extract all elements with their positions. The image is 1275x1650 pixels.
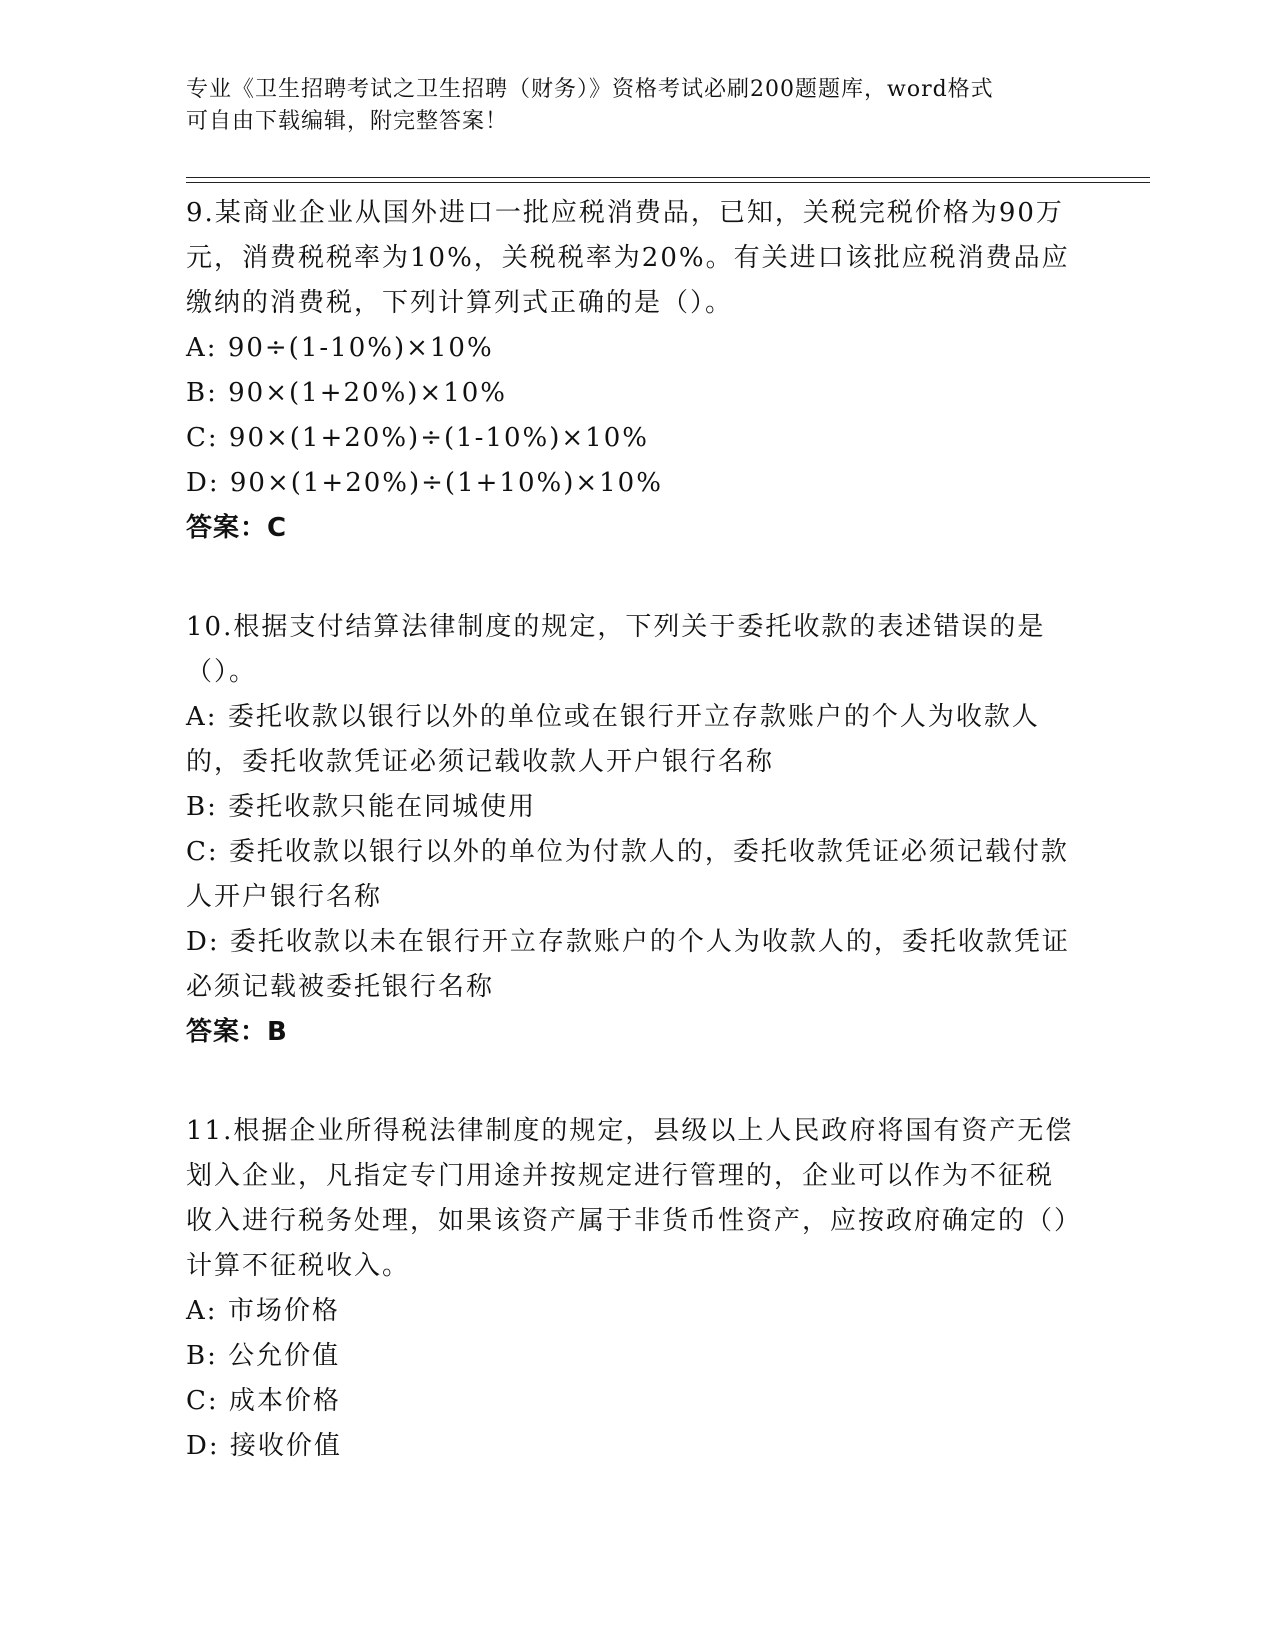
option-text: 90×(1+20%)÷(1+10%)×10% <box>229 468 663 498</box>
question-text: 根据支付结算法律制度的规定，下列关于委托收款的表述错误的是（）。 <box>186 612 1046 687</box>
document-header <box>186 74 1066 138</box>
option-text: 委托收款以银行以外的单位或在银行开立存款账户的个人为收款人的，委托收款凭证必须记载收款人开户银行名称 <box>186 702 1040 777</box>
option-letter: A: <box>186 702 218 732</box>
option-letter: C: <box>186 1386 219 1416</box>
question-stem <box>186 191 1076 326</box>
option-text: 委托收款只能在同城使用 <box>228 792 537 822</box>
option-text: 委托收款以未在银行开立存款账户的个人为收款人的，委托收款凭证必须记载被委托银行名称 <box>186 927 1070 1002</box>
question-text: 根据企业所得税法律制度的规定，县级以上人民政府将国有资产无偿划入企业，凡指定专门用途并按规定进行管理的，企业可以作为不征税收入进行税务处理，如果该资产属于非货币性资产，应按政府确定的（）计算不征税收入。 <box>186 1116 1074 1281</box>
option-c <box>186 830 1076 920</box>
option-b <box>186 1334 1076 1379</box>
option-text: 委托收款以银行以外的单位为付款人的，委托收款凭证必须记载付款人开户银行名称 <box>186 837 1069 912</box>
option-text: 公允价值 <box>228 1341 341 1371</box>
option-letter: A: <box>186 333 218 363</box>
option-text: 90×(1+20%)×10% <box>228 378 507 408</box>
question-number: 11. <box>186 1116 234 1146</box>
option-d <box>186 1424 1076 1469</box>
option-letter: D: <box>186 468 220 498</box>
header-line-1: 专业《卫生招聘考试之卫生招聘（财务）》资格考试必刷200题题库，word格式 <box>186 77 994 102</box>
question-number: 9. <box>186 198 215 228</box>
question-number: 10. <box>186 612 234 642</box>
option-text: 90×(1+20%)÷(1-10%)×10% <box>228 423 649 453</box>
option-a <box>186 326 1076 371</box>
answer-label: 答案：B <box>186 1017 288 1047</box>
option-a <box>186 695 1076 785</box>
option-d <box>186 920 1076 1010</box>
option-b <box>186 371 1076 416</box>
header-rule-bottom <box>186 182 1150 183</box>
question-text: 某商业企业从国外进口一批应税消费品，已知，关税完税价格为90万元，消费税税率为10%，关税税率为20%。有关进口该批应税消费品应缴纳的消费税，下列计算列式正确的是（）。 <box>186 198 1070 318</box>
option-a <box>186 1289 1076 1334</box>
option-text: 成本价格 <box>228 1386 341 1416</box>
question-stem <box>186 605 1076 695</box>
option-text: 市场价格 <box>227 1296 340 1326</box>
option-text: 90÷(1-10%)×10% <box>227 333 494 363</box>
option-letter: B: <box>186 1341 218 1371</box>
option-c <box>186 416 1076 461</box>
question-9 <box>186 191 1076 551</box>
option-letter: B: <box>186 378 218 408</box>
option-letter: D: <box>186 927 220 957</box>
answer-label: 答案：C <box>186 513 288 543</box>
question-11 <box>186 1109 1076 1469</box>
question-10 <box>186 605 1076 1055</box>
question-list <box>186 191 1076 1523</box>
option-letter: D: <box>186 1431 220 1461</box>
option-letter: C: <box>186 423 219 453</box>
option-text: 接收价值 <box>229 1431 342 1461</box>
option-b <box>186 785 1076 830</box>
option-letter: C: <box>186 837 219 867</box>
question-stem <box>186 1109 1076 1289</box>
header-line-2: 可自由下载编辑，附完整答案！ <box>186 109 509 134</box>
option-d <box>186 461 1076 506</box>
header-rule-top <box>186 177 1150 178</box>
option-letter: B: <box>186 792 218 822</box>
option-c <box>186 1379 1076 1424</box>
option-letter: A: <box>186 1296 218 1326</box>
